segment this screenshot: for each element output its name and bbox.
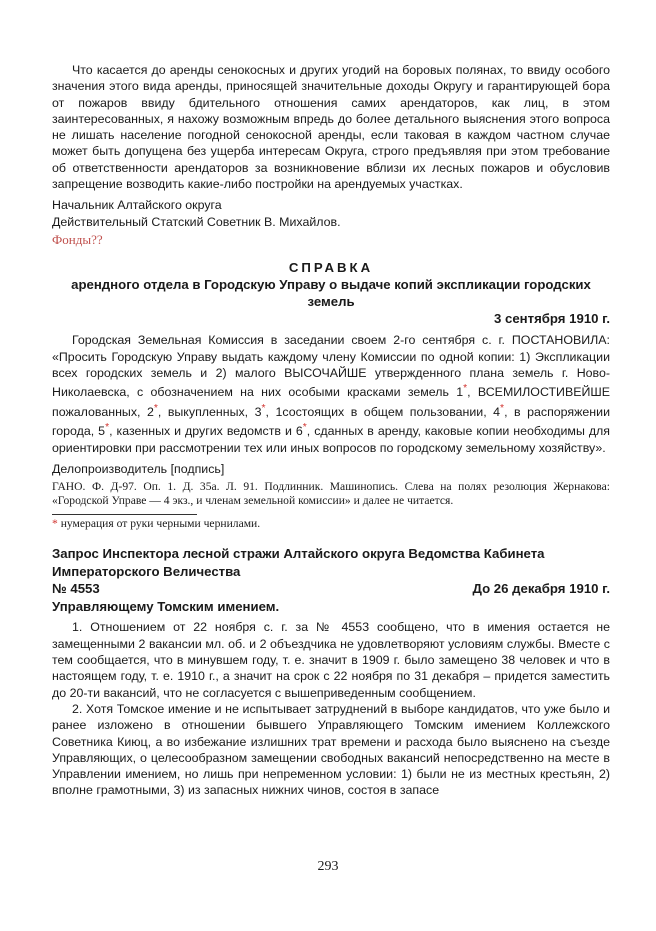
doc3-number: № 4553	[52, 581, 100, 597]
doc3-addressee: Управляющему Томским имением.	[52, 598, 280, 614]
asterisk-mark: *	[463, 383, 468, 395]
body-text-1: Городская Земельная Комиссия в заседании своем 2-го сентября с. г. ПОСТАНОВИЛА: «Просить Городскую Управу выдать каждому члену Комиссии по одной копии: 1) Экспликации всех городских земель и 2) малого ВЫСОЧАЙШЕ утвержденного плана земель г. Ново-Николаевска, с обозначением на них особыми красками земель 1	[52, 333, 610, 400]
body-text-6: , казенных и других ведомств и 6	[109, 424, 303, 439]
doc2-body	[52, 332, 610, 455]
asterisk-mark: *	[153, 402, 158, 414]
doc3-paragraph-2: 2. Хотя Томское имение и не испытывает затруднений в выборе кандидатов, что уже было и ранее изложено в отношении бывшего Управляющего Томским имением Коллежского Советника Киюц, а во избежание излишних трат времени и расхода было выяснено на съезде Управляющих, о целесообразном замещении свободных вакансий непосредственно на месте в Управлении имением, но лишь при непременном условии: 1) были не из местных крестьян, 2) вполне грамотными, 3) из запасных нижних чинов, состоя в запасе	[52, 701, 610, 798]
doc3-heading: Запрос Инспектора лесной стражи Алтайского округа Ведомства Кабинета Императорского Величества	[52, 546, 545, 579]
page-number: 293	[317, 859, 339, 874]
doc3-paragraph-1: 1. Отношением от 22 ноября с. г. за № 4553 сообщено, что в имения остается не замещенными 2 вакансии мл. об. и 2 объездчика не удовлетворяют условиям службы. Вместе с тем сообщается, что в минувшем году, т. е. значит в 1909 г. было замещено 38 человек и что в настоящем году, т. е. 1910 г., а значит на срок с 22 ноября по 31 декабря – придется заместить до 20-ти вакансий, что не согласуется с вышеприведенным сообщением.	[52, 620, 610, 700]
body-text-7: , сданных в аренду, каковые копии необходимы для ориентировки при рассмотрении тех или иных вопросов по городскому земельному хозяйству».	[52, 424, 610, 455]
asterisk-mark: *	[500, 402, 505, 414]
page-content	[52, 62, 610, 799]
archive-reference: ГАНО. Ф. Д-97. Оп. 1. Д. 35а. Л. 91. Подлинник. Машинопись. Слева на полях резолюция Жернакова: «Городской Управе — 4 экз., и членам земельной комиссии» и далее не читается.	[52, 479, 610, 508]
body-text-3: , выкупленных, 3	[157, 404, 262, 419]
asterisk-mark: *	[261, 402, 266, 414]
body-text-5: , в распоряжении города, 5	[52, 404, 610, 439]
footnote-asterisk: *	[52, 517, 58, 531]
signature-title: Начальник Алтайского округа	[52, 198, 222, 213]
asterisk-mark: *	[105, 422, 110, 434]
doc2-date: 3 сентября 1910 г.	[493, 311, 610, 327]
editor-note: Фонды??	[52, 232, 103, 248]
doc2-subtitle: арендного отдела в Городскую Управу о выдаче копий экспликации городских земель	[71, 277, 591, 310]
doc1-paragraph: Что касается до аренды сенокосных и других угодий на боровых полянах, то ввиду особого значения этого вида аренды, приносящей значительные доходы Округу и гарантирующей бора от пожаров ввиду бдительного отношения самих арендаторов, как лиц, в этом заинтересованных, я нахожу возможным впредь до более детального выяснения этого вопроса не лишать население погодной сенокосной аренды, если таковая в каждом частном случае может быть допущена без ущерба интересам Округа, строго предъявляя при этом требование об ответственности арендаторов за возникновение вблизи их лесных пожаров и обусловив запрещение возводить какие-либо постройки на арендуемых участках.	[52, 63, 610, 192]
signature-name: Действительный Статский Советник В. Михайлов.	[52, 215, 341, 230]
footnote-text: нумерация от руки черными чернилами.	[57, 517, 261, 531]
doc1-signature	[52, 197, 610, 231]
doc2-clerk: Делопроизводитель [подпись]	[52, 461, 225, 476]
body-text-4: , 1состоящих в общем пользовании, 4	[265, 404, 501, 419]
doc3-number-date-row	[52, 580, 610, 598]
body-text-2: , ВСЕМИЛОСТИВЕЙШЕ пожалованных, 2	[52, 385, 611, 419]
footnote-divider	[52, 514, 197, 515]
asterisk-mark: *	[302, 422, 307, 434]
doc2-title: СПРАВКА	[288, 260, 374, 276]
footnote	[52, 517, 610, 531]
doc3-date: До 26 декабря 1910 г.	[472, 581, 610, 597]
